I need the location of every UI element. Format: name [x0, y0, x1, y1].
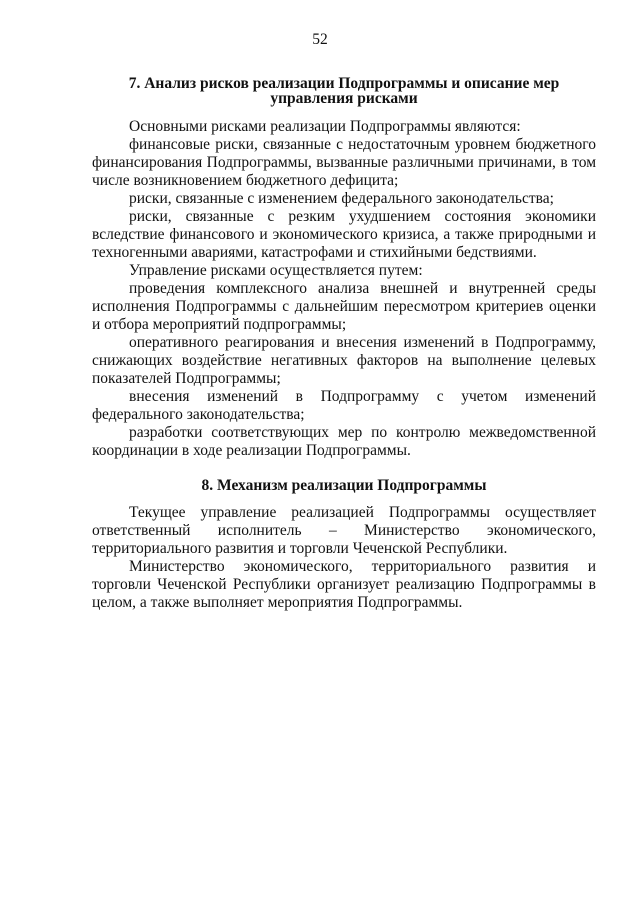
page-content	[92, 76, 596, 612]
section-7-paragraph: Управление рисками осуществляется путем:	[129, 262, 423, 279]
section-7-paragraph: разработки соответствующих мер по контролю межведомственной координации в ходе реализации Подпрограммы.	[92, 424, 596, 459]
section-8-title: 8. Механизм реализации Подпрограммы	[201, 477, 487, 494]
section-7-paragraph: проведения комплексного анализа внешней и внутренней среды исполнения Подпрограммы с дальнейшим пересмотром критериев оценки и отбора мероприятий подпрограммы;	[92, 280, 596, 333]
section-7-paragraph: риски, связанные с резким ухудшением состояния экономики вследствие финансового и экономического кризиса, а также природными и техногенными авариями, катастрофами и стихийными бедствиями.	[92, 208, 596, 261]
section-8-paragraph: Текущее управление реализацией Подпрограммы осуществляет ответственный исполнитель – Министерство экономического, территориального развития и торговли Чеченской Республики.	[92, 504, 596, 557]
section-7-paragraph: внесения изменений в Подпрограмму с учетом изменений федерального законодательства;	[92, 388, 596, 423]
section-7-title	[92, 76, 596, 106]
page-number: 52	[312, 31, 328, 48]
section-7-paragraph: риски, связанные с изменением федерального законодательства;	[129, 190, 554, 207]
section-7-title-line-1: 7. Анализ рисков реализации Подпрограммы и описание мер	[128, 75, 560, 92]
section-7-title-line-2: управления рисками	[270, 90, 418, 107]
section-8-paragraph: Министерство экономического, территориального развития и торговли Чеченской Республики организует реализацию Подпрограммы в целом, а также выполняет мероприятия Подпрограммы.	[92, 558, 596, 611]
section-7-paragraph: оперативного реагирования и внесения изменений в Подпрограмму, снижающих воздействие негативных факторов на выполнение целевых показателей Подпрограммы;	[92, 334, 596, 387]
section-7-paragraph: финансовые риски, связанные с недостаточным уровнем бюджетного финансирования Подпрограммы, вызванные различными причинами, в том числе возникновением бюджетного дефицита;	[92, 136, 596, 189]
section-7-paragraph: Основными рисками реализации Подпрограммы являются:	[129, 118, 521, 135]
